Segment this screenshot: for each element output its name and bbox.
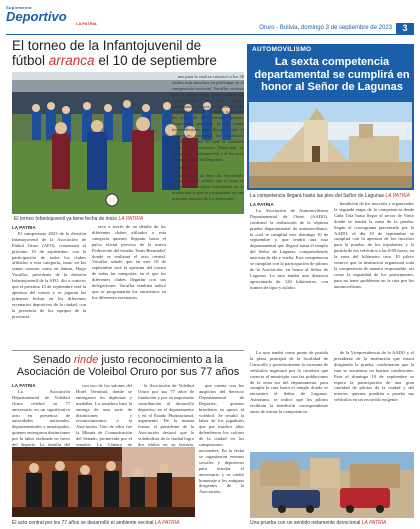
headline-part: el 10 de septiembre (98, 52, 217, 68)
article2-text-2: con uso de los salones del Hotel Terminal, donde se entregaron los diplomas y medallas. La senadora hizo la entrega de una serie de distinciones y reconocimientos a la Asociación. Uno de ellos fue la Minuta de Comunicación del Senado, promovida por el senador. La Cámara de (76, 383, 132, 448)
article2-photo (12, 447, 195, 517)
article1-column-1 (12, 225, 86, 347)
article1-text-3b: En cuanto al tema de elecciones, Hugo Vacaflor señaló que el tema se encuentra en cuarto intermedio en la institución y que se programará en una próxima reunión de los delegados. (172, 172, 244, 202)
article1-column-3 (172, 74, 244, 347)
headline-accent: arranca (48, 52, 95, 68)
article1-text-1: El campeonato 2023 de la división Infantojuvenil de la Asociación de Fútbol Oruro (AFO), comenzará el próximo 10 de septiembre, con la participación de todos los clubes afiliados a esta categoría, tanto en las ramas varones como en damas. Hugo Vacaflor, presidente de la división Infantojuvenil de la AFO, dio a conocer que el próximo 10 de septiembre será la apertura del torneo y se jugarán las primeras fechas en los diferentes escenarios deportivos de la ciudad, con la presencia de los equipos de la provincia. (12, 230, 86, 319)
caption-text: Una prueba con un sentido netamente devocional (250, 520, 361, 526)
article1-caption (14, 216, 143, 222)
article2-caption (12, 520, 180, 526)
masthead-top: Suplemento (6, 5, 32, 10)
article1-headline (12, 39, 232, 69)
article2-text-4: que cuenta con los auspicios del Servicio Departamental de Deportes, quienes brindaron su apoyo al voleibol. Se resaltó la labor de los jugadores que por muchos años defendieron los colores de la ciudad en los campeonatos nacionales. En la fecha se organizaron eventos sociales y deportivos para festejar el aniversario y se rindió homenaje a los antiguos dirigentes de la Asociación. (199, 383, 244, 495)
automovilismo-column-4 (334, 350, 414, 450)
automovilismo-photo-2 (250, 452, 414, 518)
article1-text-3: nes para lo cual se convocó a los 30 clubes más inscritos en participar en el campeonato nacional. Vacaflor sostuvo que el plazo fijado para realizar las inscripciones de los clubes participantes fenece el próximo 5 de septiembre, donde se darán a conocer las sedes de los diferentes grupos. Argumentó que uno de los temas trascendentales para llevar a cabo el torneo es conseguir los escenarios deportivos, para lo cual se cursaron notas a la Secretaría Municipal de Deportes, la Gobernación y el Servicio Departamental de Deportes. (172, 74, 244, 162)
automovilismo-text-4: de la Vicepresidencia de la AADO y el presidente de la institución que estará dirigiendo la prueba, confirmaron que la ruta se encuentra en buenas condiciones. Para el domingo 10 de septiembre se espera la participación de una gran cantidad de pilotos de la ciudad y del interior, quienes pondrán a prueba sus vehículos en un recorrido exigente. (334, 350, 414, 403)
article2-column-4 (199, 383, 244, 523)
automovilismo-text-1: La Asociación de Automovilismo Departamental de Oruro (AADO), confirmó la realización de la séptima prueba departamental de automovilismo, la cual se cumplirá este domingo 10 de septiembre y que tendrá una ruta departamental que llegará hasta el templo del Señor de Lagunas, comprendiendo una ruta de ida y vuelta. Esta competencia se cumplirá con la participación de pilotos de la Asociación, en honor al Señor de Lagunas. La ruta tendrá una distancia aproximada de 120 kilómetros, con tramos de ripio y asfalto. (250, 207, 328, 290)
headline-part: fútbol (12, 52, 46, 68)
masthead (6, 5, 126, 35)
caption-credit: LA PATRIA (385, 193, 411, 199)
article2-text-1: La Asociación Departamental de Voleibol Oruro celebró su 77 aniversario en un significativo acto en presencia de autoridades nacionales, departamentales y municipales, quienes entregaron distinciones por la labor realizada en favor del deporte. La familia del (12, 388, 70, 448)
header-date: Oruro - Bolivia, domingo 3 de septiembre de 2023 (259, 25, 392, 31)
article2-headline (12, 354, 244, 378)
automovilismo-text-2: bendición de los inscritos y organizados la segunda etapa de la competencia desde Caña Tola hasta llegar al sector de Vinto donde se tendrá la meta de la prueba. Según el cronograma presentado por la AADO, el día 10 de septiembre se cumplirá con la apertura de los inscritos para la prueba, de los tripulantes y la partida de los vehículos a las 8:00 horas, en la zona del kilómetro cero. El piloto sostuvo que la institución organizará toda la competencia de manera responsable, así como la seguridad de los participantes, para no tener problemas en la ruta por los automovilistas. (334, 201, 414, 289)
section-divider (12, 350, 244, 351)
caption-credit: LA PATRIA (361, 520, 387, 526)
caption-text: El acto central por los 77 años se desarrolló el ambiente vecinal (12, 520, 154, 526)
automovilismo-caption-2 (250, 520, 386, 526)
automovilismo-column-3 (250, 350, 328, 450)
article2-text-3: la Asociación de Voleibol Oruro por sus 77 años de fundación y por su importante contribución al desarrollo deportivo en el departamento y en el Estado Plurinacional, argumentó. De la misma forma, el presidente de la Asociación destacó que la voleibolista de la ciudad logró dos títulos en su historia, (138, 383, 194, 448)
automovilismo-column-2 (334, 201, 414, 347)
caption-text: La competencia llegará hasta las pies del Señor de Lagunas (250, 193, 384, 199)
headline-part: Senado (32, 354, 71, 366)
article2-byline: LA PATRIA (12, 383, 36, 388)
article1-subhead: Elecciones (172, 164, 193, 170)
article1-column-2 (92, 224, 166, 347)
automovilismo-column-1 (250, 202, 328, 347)
article1-text-2: seca a través de un detalle de los diferentes clubes afiliados a esta categoría quienes llegarán hasta el palco oficial previsto de la nueva Federación del estadio 'Jesús Bermúdez' donde se realizará el acto central. Vacaflor señaló que en este 10 de septiembre será la apertura del torneo de todas las categorías, en el que los diferentes clubes llegarán con sus delegaciones. Vacaflor también indicó que se programarán los encuentros en los diferentes escenarios. (92, 224, 166, 300)
caption-text: El torneo Infantojuvenil ya tiene fecha de inicio (14, 216, 118, 222)
automovilismo-caption (250, 193, 410, 199)
headline-part: justo reconocimiento a la (101, 354, 224, 366)
masthead-logo: Deportivo (6, 9, 67, 24)
automovilismo-photo (249, 102, 412, 188)
headline-part: El torneo de la Infantojuvenil de (12, 38, 202, 53)
automovilismo-text-3: La ruta tendrá como punto de partida la plaza principal de la localidad de Caracollo y posteriormente la caravana de vehículos ingresará por la carretera que conecta el municipio con las poblaciones de la zona sur del departamento, para cumplir la ruta hasta el templo donde se encuentra el Señor de Lagunas. Asimismo, se indicó que los pilotos recibirán la bendición correspondiente antes de iniciar la competencia. (250, 350, 328, 415)
masthead-sub: LA PATRIA (76, 21, 97, 26)
caption-credit: LA PATRIA (154, 520, 180, 526)
caption-credit: LA PATRIA (118, 216, 144, 222)
article2-column-1 (12, 383, 70, 448)
header-rule (6, 34, 414, 35)
automovilismo-byline: LA PATRIA (250, 202, 274, 207)
article2-column-2 (76, 383, 132, 448)
article2-column-3 (138, 383, 194, 448)
automovilismo-headline: La sexta competencia departamental se cumplirá en honor al Señor de Lagunas (254, 56, 410, 93)
page-number: 3 (396, 23, 414, 34)
headline-part: Asociación de Voleibol Oruro por sus 77 años (16, 366, 240, 379)
automovilismo-kicker: AUTOMOVILISMO (252, 46, 312, 53)
headline-accent: rinde (73, 354, 99, 366)
article1-byline: LA PATRIA (12, 225, 36, 230)
